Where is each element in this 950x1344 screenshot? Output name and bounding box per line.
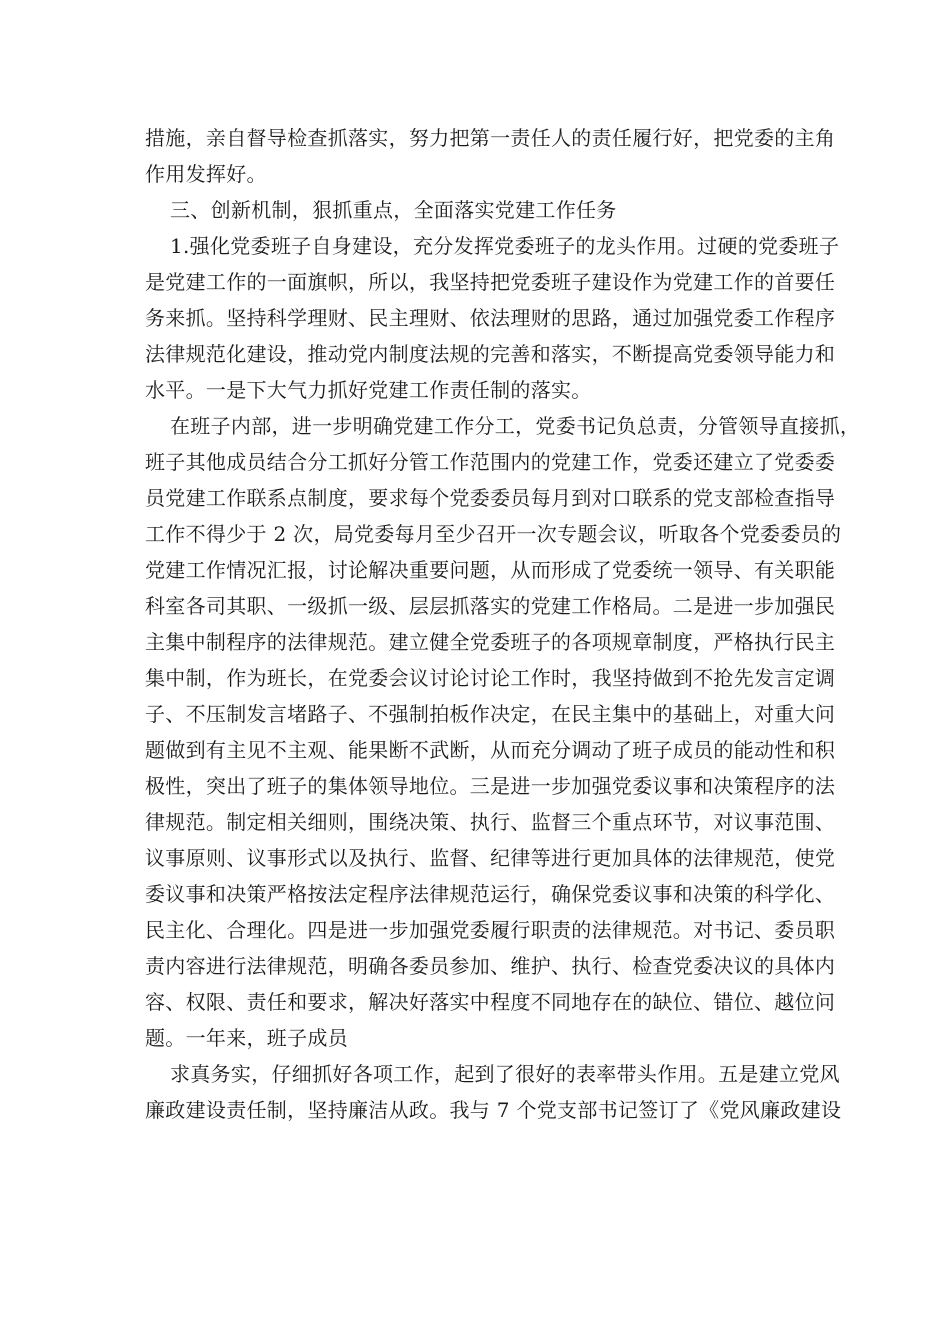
text-line: 措施，亲自督导检查抓落实，努力把第一责任人的责任履行好，把党委的主角: [145, 126, 836, 150]
text-line: 律规范。制定相关细则，围绕决策、执行、监督三个重点环节，对议事范围、: [145, 810, 836, 834]
text-line: 科室各司其职、一级抓一级、层层抓落实的党建工作格局。二是进一步加强民: [145, 594, 836, 618]
text-line: 极性，突出了班子的集体领导地位。三是进一步加强党委议事和决策程序的法: [145, 774, 836, 798]
text-line: 主集中制程序的法律规范。建立健全党委班子的各项规章制度，严格执行民主: [145, 630, 836, 654]
text-line: 作用发挥好。: [145, 162, 267, 186]
text-line: 工作不得少于 2 次，局党委每月至少召开一次专题会议，听取各个党委委员的: [145, 522, 842, 546]
text-line: 题做到有主见不主观、能果断不武断，从而充分调动了班子成员的能动性和积: [145, 738, 836, 762]
text-line: 委议事和决策严格按法定程序法律规范运行，确保党委议事和决策的科学化、: [145, 882, 836, 906]
text-line: 题。一年来，班子成员: [145, 1026, 348, 1050]
text-line: 求真务实，仔细抓好各项工作，起到了很好的表率带头作用。五是建立党风: [170, 1062, 840, 1086]
text-line: 议事原则、议事形式以及执行、监督、纪律等进行更加具体的法律规范，使党: [145, 846, 836, 870]
text-line: 1.强化党委班子自身建设，充分发挥党委班子的龙头作用。过硬的党委班子: [170, 234, 840, 258]
text-line: 是党建工作的一面旗帜，所以，我坚持把党委班子建设作为党建工作的首要任: [145, 270, 836, 294]
text-line: 水平。一是下大气力抓好党建工作责任制的落实。: [145, 378, 592, 402]
text-line: 在班子内部，进一步明确党建工作分工，党委书记负总责，分管领导直接抓，: [170, 414, 861, 438]
text-line: 员党建工作联系点制度，要求每个党委委员每月到对口联系的党支部检查指导: [145, 486, 836, 510]
text-line: 廉政建设责任制，坚持廉洁从政。我与 7 个党支部书记签订了《党风廉政建设: [145, 1098, 842, 1122]
text-line: 民主化、合理化。四是进一步加强党委履行职责的法律规范。对书记、委员职: [145, 918, 836, 942]
section-heading: 三、创新机制，狠抓重点，全面落实党建工作任务: [170, 198, 617, 222]
text-line: 责内容进行法律规范，明确各委员参加、维护、执行、检查党委决议的具体内: [145, 954, 836, 978]
text-line: 党建工作情况汇报，讨论解决重要问题，从而形成了党委统一领导、有关职能: [145, 558, 836, 582]
text-line: 务来抓。坚持科学理财、民主理财、依法理财的思路，通过加强党委工作程序: [145, 306, 836, 330]
text-line: 子、不压制发言堵路子、不强制拍板作决定，在民主集中的基础上，对重大问: [145, 702, 836, 726]
text-line: 班子其他成员结合分工抓好分管工作范围内的党建工作，党委还建立了党委委: [145, 450, 836, 474]
text-line: 法律规范化建设，推动党内制度法规的完善和落实，不断提高党委领导能力和: [145, 342, 836, 366]
text-line: 集中制，作为班长，在党委会议讨论讨论工作时，我坚持做到不抢先发言定调: [145, 666, 836, 690]
text-line: 容、权限、责任和要求，解决好落实中程度不同地存在的缺位、错位、越位问: [145, 990, 836, 1014]
